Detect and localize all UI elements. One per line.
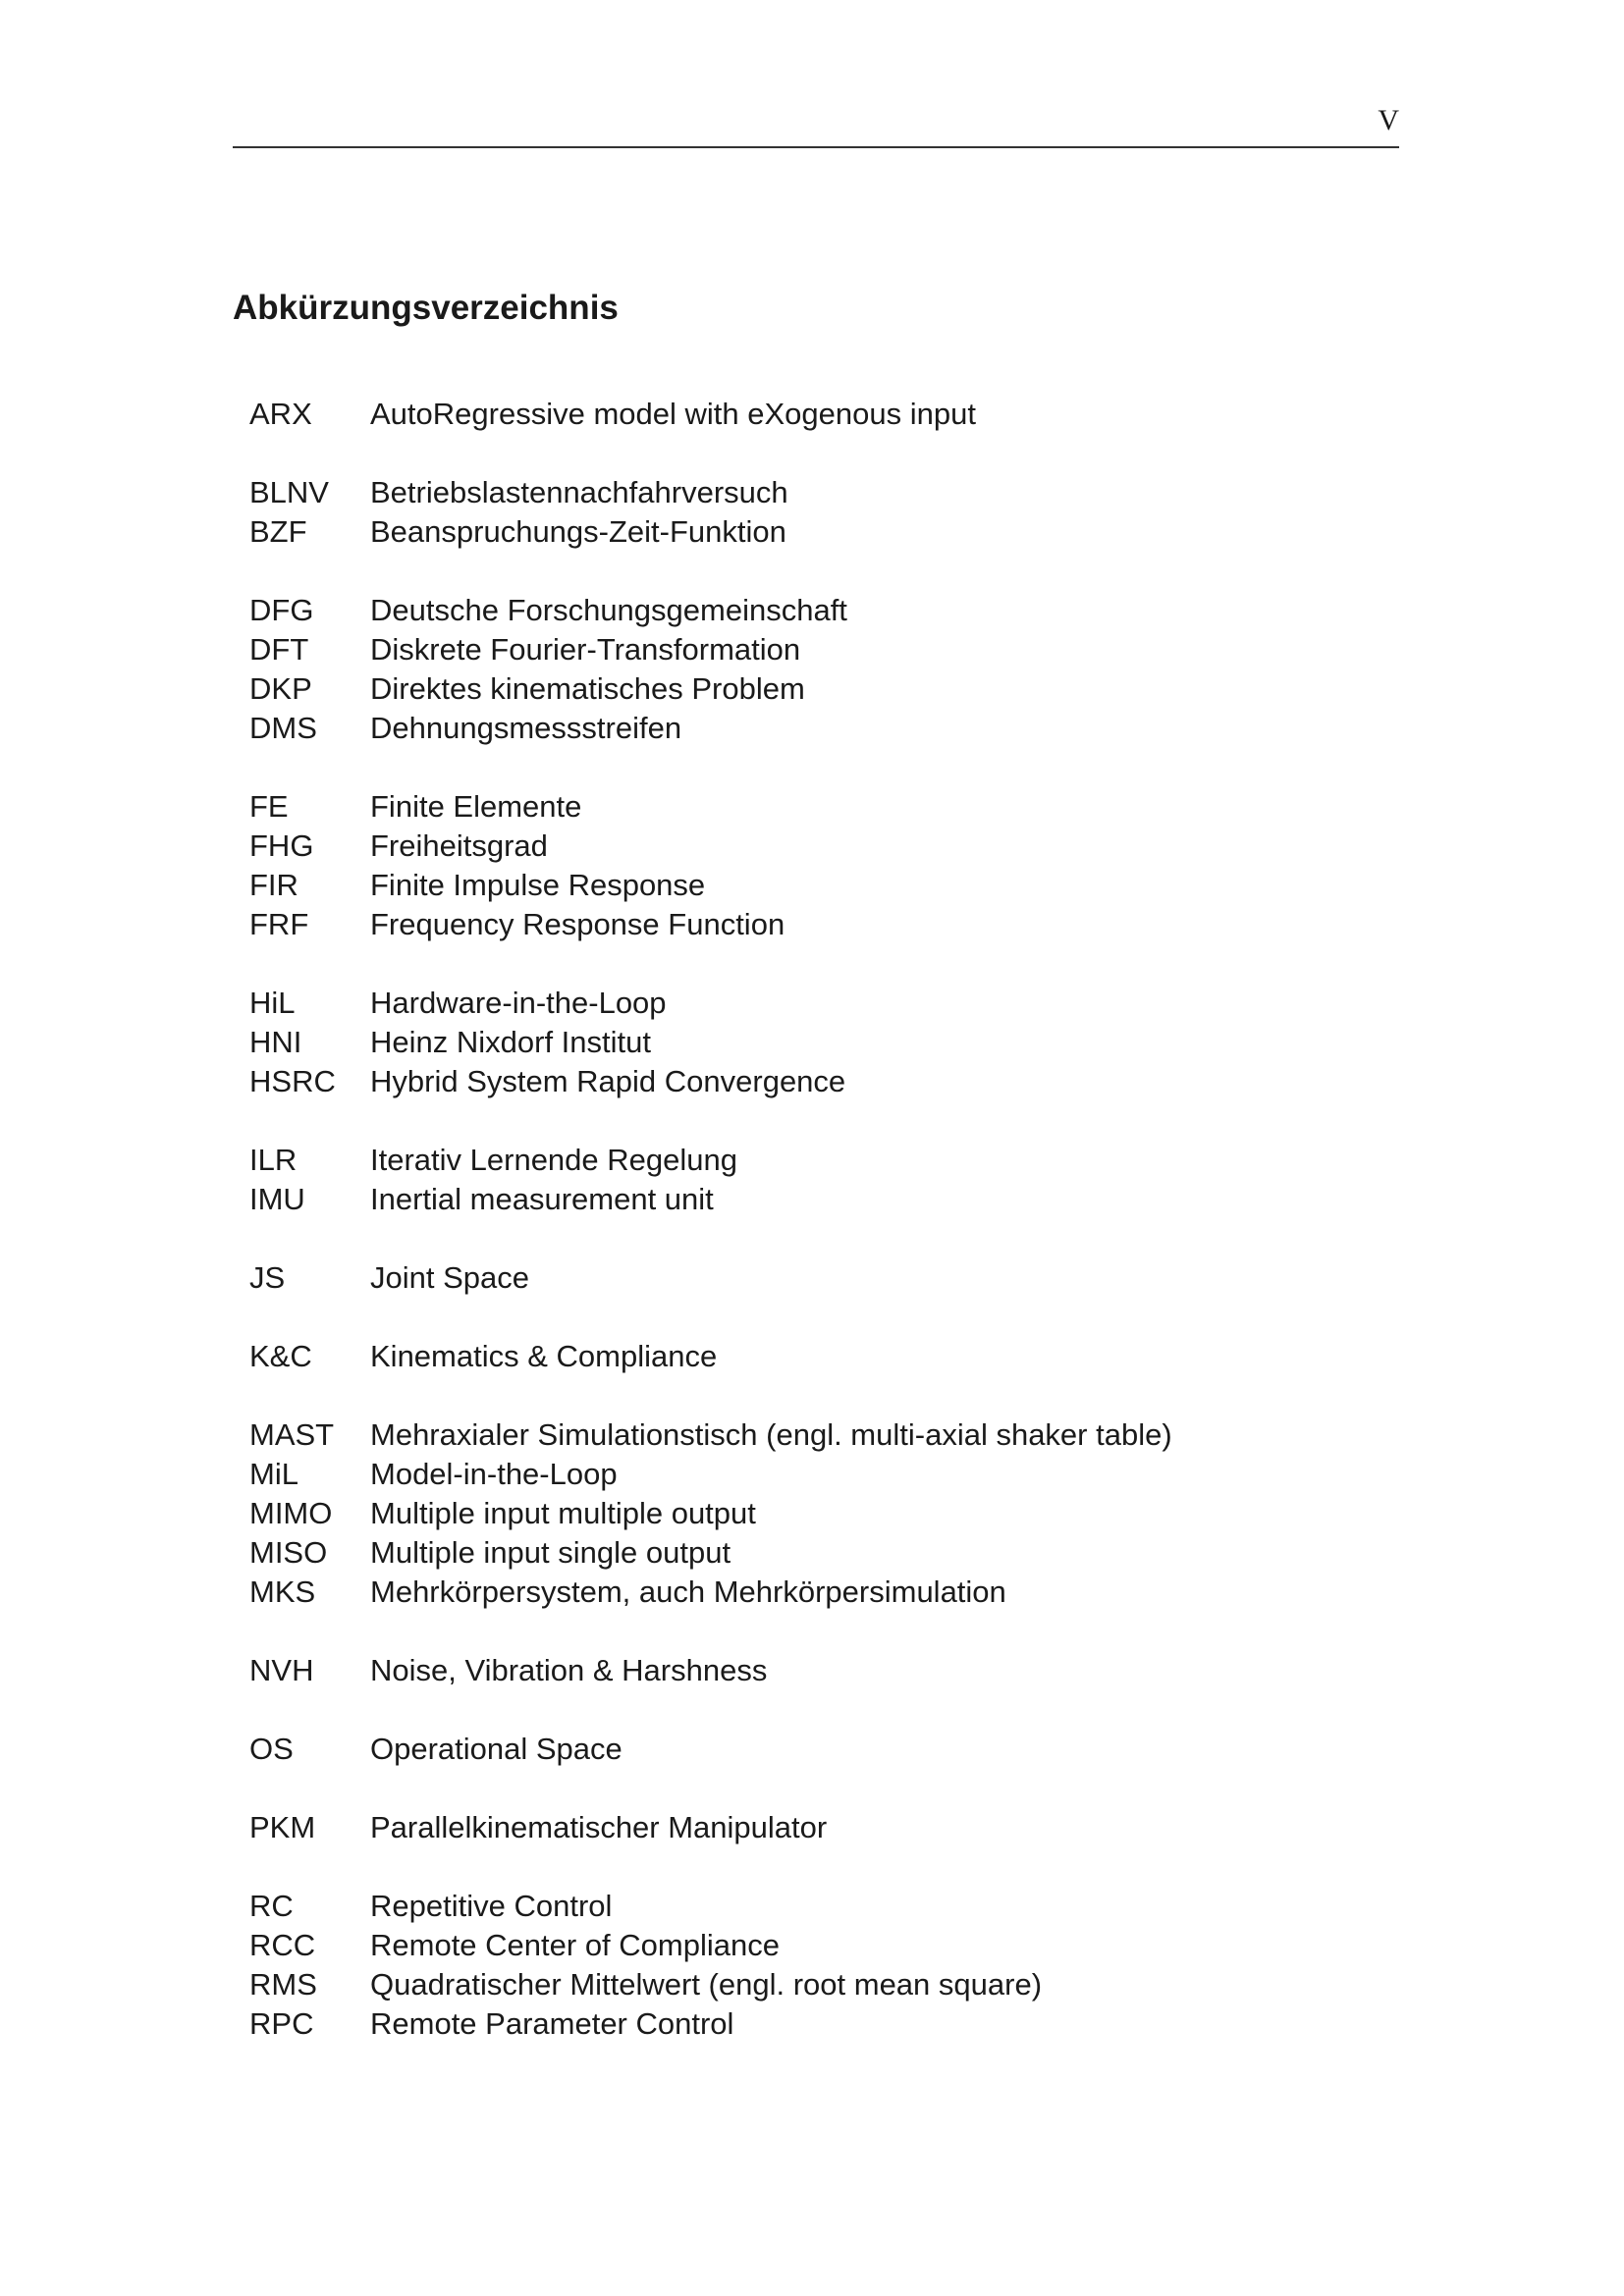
abbreviation-entry — [249, 630, 1379, 669]
abbreviation-term: HiL — [249, 986, 296, 1020]
abbreviation-term: DKP — [249, 671, 312, 706]
abbreviation-entry — [249, 1494, 1379, 1533]
abbreviation-definition: Hardware-in-the-Loop — [370, 986, 667, 1020]
abbreviation-term: PKM — [249, 1810, 316, 1844]
abbreviation-group — [249, 1808, 1379, 1847]
abbreviation-entry — [249, 2004, 1379, 2044]
abbreviation-definition: Deutsche Forschungsgemeinschaft — [370, 593, 847, 627]
abbreviation-group — [249, 984, 1379, 1101]
abbreviation-entry — [249, 1887, 1379, 1926]
abbreviation-term: ARX — [249, 397, 312, 431]
abbreviation-entry — [249, 1455, 1379, 1494]
abbreviation-term: DFT — [249, 632, 309, 667]
abbreviation-term: DMS — [249, 711, 317, 745]
abbreviation-term: RPC — [249, 2006, 314, 2041]
abbreviation-entry — [249, 1337, 1379, 1376]
abbreviation-definition: Iterativ Lernende Regelung — [370, 1143, 737, 1177]
abbreviation-entry — [249, 473, 1379, 512]
abbreviation-definition: Repetitive Control — [370, 1889, 613, 1923]
abbreviation-entry — [249, 709, 1379, 748]
abbreviation-term: ILR — [249, 1143, 298, 1177]
abbreviation-definition: Beanspruchungs-Zeit-Funktion — [370, 514, 786, 549]
abbreviation-entry — [249, 1258, 1379, 1298]
abbreviation-definition: Model-in-the-Loop — [370, 1457, 618, 1491]
abbreviation-entry — [249, 669, 1379, 709]
abbreviation-term: IMU — [249, 1182, 305, 1216]
abbreviation-definition: Operational Space — [370, 1732, 623, 1766]
abbreviation-definition: Kinematics & Compliance — [370, 1339, 718, 1373]
abbreviation-term: OS — [249, 1732, 294, 1766]
abbreviation-entry — [249, 787, 1379, 827]
abbreviation-entry — [249, 395, 1379, 434]
abbreviation-group — [249, 1258, 1379, 1298]
abbreviation-entry — [249, 1023, 1379, 1062]
abbreviation-entry — [249, 1730, 1379, 1769]
abbreviation-definition: Hybrid System Rapid Convergence — [370, 1064, 846, 1098]
abbreviation-group — [249, 1651, 1379, 1690]
abbreviation-entry — [249, 984, 1379, 1023]
abbreviation-term: K&C — [249, 1339, 312, 1373]
abbreviation-group — [249, 787, 1379, 944]
abbreviation-entry — [249, 1926, 1379, 1965]
abbreviation-definition: Diskrete Fourier-Transformation — [370, 632, 801, 667]
abbreviation-definition: Heinz Nixdorf Institut — [370, 1025, 651, 1059]
abbreviation-definition: Joint Space — [370, 1260, 529, 1295]
abbreviation-term: BLNV — [249, 475, 329, 509]
abbreviation-group — [249, 1415, 1379, 1612]
abbreviation-entry — [249, 1573, 1379, 1612]
abbreviation-term: FHG — [249, 828, 314, 863]
abbreviation-term: MISO — [249, 1535, 328, 1570]
abbreviation-definition: AutoRegressive model with eXogenous input — [370, 397, 976, 431]
abbreviation-entry — [249, 866, 1379, 905]
abbreviation-term: DFG — [249, 593, 314, 627]
abbreviation-entry — [249, 1808, 1379, 1847]
abbreviation-term: HSRC — [249, 1064, 336, 1098]
abbreviation-definition: Freiheitsgrad — [370, 828, 548, 863]
abbreviation-definition: Finite Elemente — [370, 789, 582, 824]
abbreviation-definition: Multiple input single output — [370, 1535, 731, 1570]
abbreviation-term: RC — [249, 1889, 294, 1923]
abbreviation-group — [249, 1337, 1379, 1376]
page-number: V — [1378, 104, 1399, 136]
abbreviation-definition: Noise, Vibration & Harshness — [370, 1653, 768, 1687]
abbreviation-term: HNI — [249, 1025, 302, 1059]
abbreviation-entry — [249, 827, 1379, 866]
abbreviation-group — [249, 1887, 1379, 2044]
abbreviation-list — [249, 395, 1379, 2083]
abbreviation-term: FE — [249, 789, 289, 824]
abbreviation-group — [249, 1141, 1379, 1219]
abbreviation-entry — [249, 1062, 1379, 1101]
abbreviation-term: FIR — [249, 868, 298, 902]
abbreviation-definition: Remote Parameter Control — [370, 2006, 734, 2041]
abbreviation-entry — [249, 1141, 1379, 1180]
page-title: Abkürzungsverzeichnis — [233, 289, 619, 327]
abbreviation-group — [249, 591, 1379, 748]
abbreviation-entry — [249, 591, 1379, 630]
abbreviation-entry — [249, 905, 1379, 944]
abbreviation-term: JS — [249, 1260, 286, 1295]
abbreviation-group — [249, 473, 1379, 552]
abbreviation-definition: Finite Impulse Response — [370, 868, 706, 902]
abbreviation-definition: Remote Center of Compliance — [370, 1928, 780, 1962]
abbreviation-group — [249, 1730, 1379, 1769]
abbreviation-entry — [249, 1415, 1379, 1455]
abbreviation-entry — [249, 1651, 1379, 1690]
abbreviation-group — [249, 395, 1379, 434]
abbreviation-definition: Frequency Response Function — [370, 907, 785, 941]
abbreviation-entry — [249, 1965, 1379, 2004]
abbreviation-definition: Parallelkinematischer Manipulator — [370, 1810, 828, 1844]
abbreviation-definition: Direktes kinematisches Problem — [370, 671, 805, 706]
abbreviation-term: FRF — [249, 907, 309, 941]
abbreviation-term: NVH — [249, 1653, 314, 1687]
abbreviation-term: MIMO — [249, 1496, 333, 1530]
abbreviation-entry — [249, 512, 1379, 552]
abbreviation-definition: Mehrkörpersystem, auch Mehrkörpersimulation — [370, 1575, 1006, 1609]
abbreviation-term: MiL — [249, 1457, 298, 1491]
header-rule — [233, 146, 1399, 148]
abbreviation-term: MAST — [249, 1417, 335, 1452]
abbreviation-definition: Mehraxialer Simulationstisch (engl. multi-axial shaker table) — [370, 1417, 1172, 1452]
abbreviation-definition: Inertial measurement unit — [370, 1182, 714, 1216]
abbreviation-term: MKS — [249, 1575, 316, 1609]
abbreviation-definition: Dehnungsmessstreifen — [370, 711, 682, 745]
abbreviation-definition: Multiple input multiple output — [370, 1496, 756, 1530]
abbreviation-term: BZF — [249, 514, 307, 549]
abbreviation-term: RMS — [249, 1967, 317, 2002]
abbreviation-term: RCC — [249, 1928, 316, 1962]
abbreviation-entry — [249, 1180, 1379, 1219]
abbreviation-entry — [249, 1533, 1379, 1573]
abbreviation-definition: Quadratischer Mittelwert (engl. root mean square) — [370, 1967, 1043, 2002]
abbreviation-definition: Betriebslastennachfahrversuch — [370, 475, 788, 509]
